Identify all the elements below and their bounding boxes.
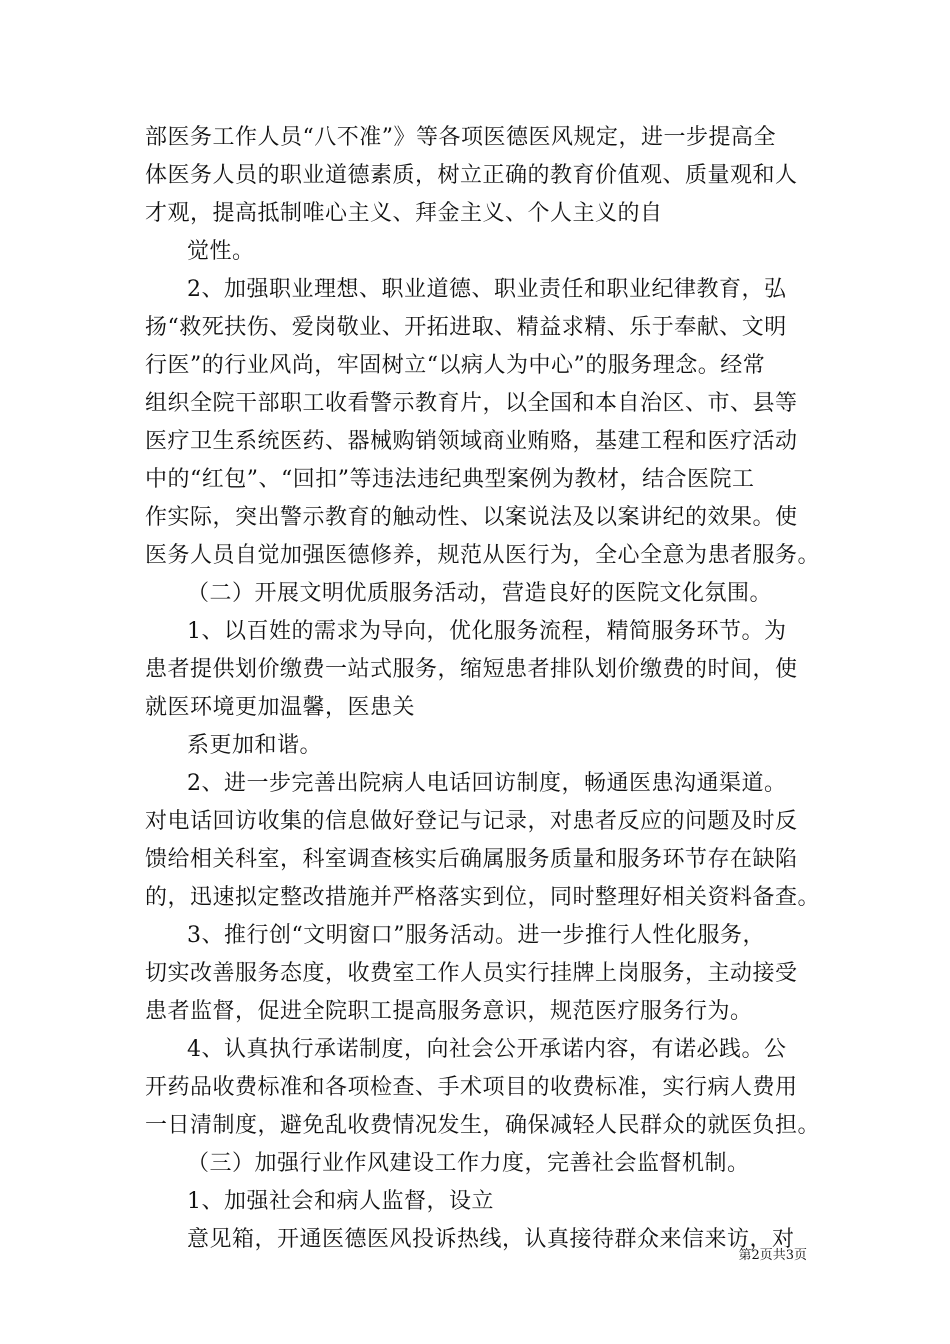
text-line: 患者监督，促进全院职工提高服务意识，规范医疗服务行为。 xyxy=(145,999,753,1024)
text-line: 对电话回访收集的信息做好登记与记录，对患者反应的问题及时反 xyxy=(145,809,798,834)
section-heading: （三）加强行业作风建设工作力度，完善社会监督机制。 xyxy=(187,1151,750,1176)
text-line: 切实改善服务态度，收费室工作人员实行挂牌上岗服务，主动接受 xyxy=(145,961,798,986)
text-line: 患者提供划价缴费一站式服务，缩短患者排队划价缴费的时间，使 xyxy=(145,657,798,682)
text-line: 扬“救死扶伤、爱岗敬业、开拓进取、精益求精、乐于奉献、文明 xyxy=(145,315,787,340)
text-line: 医疗卫生系统医药、器械购销领域商业贿赂，基建工程和医疗活动 xyxy=(145,429,798,454)
text-line: 就医环境更加温馨，医患关 xyxy=(145,695,416,720)
text-line: 1、加强社会和病人监督，设立 xyxy=(187,1189,494,1214)
text-line: 2、加强职业理想、职业道德、职业责任和职业纪律教育，弘 xyxy=(187,277,787,302)
text-line: 2、进一步完善出院病人电话回访制度，畅通医患沟通渠道。 xyxy=(187,771,787,796)
text-line: 作实际，突出警示教育的触动性、以案说法及以案讲纪的效果。使 xyxy=(145,505,798,530)
text-line: 行医”的行业风尚，牢固树立“以病人为中心”的服务理念。经常 xyxy=(145,353,766,378)
text-line: 开药品收费标准和各项检查、手术项目的收费标准，实行病人费用 xyxy=(145,1075,798,1100)
text-line: 组织全院干部职工收看警示教育片，以全国和本自治区、市、县等 xyxy=(145,391,798,416)
text-line: 中的“红包”、“回扣”等违法违纪典型案例为教材，结合医院工 xyxy=(145,467,755,492)
text-line: 医务人员自觉加强医德修养，规范从医行为，全心全意为患者服务。 xyxy=(145,543,821,568)
text-line: 部医务工作人员“八不准”》等各项医德医风规定，进一步提高全 xyxy=(145,125,776,150)
section-heading: （二）开展文明优质服务活动，营造良好的医院文化氛围。 xyxy=(187,581,773,606)
text-line: 1、以百姓的需求为导向，优化服务流程，精简服务环节。为 xyxy=(187,619,787,644)
page-number: 第2页共3页 xyxy=(738,1248,807,1263)
text-line: 的，迅速拟定整改措施并严格落实到位，同时整理好相关资料备查。 xyxy=(145,885,821,910)
text-line: 系更加和谐。 xyxy=(187,733,323,758)
text-line: 4、认真执行承诺制度，向社会公开承诺内容，有诺必践。公 xyxy=(187,1037,787,1062)
text-line: 意见箱，开通医德医风投诉热线，认真接待群众来信来访，对 xyxy=(187,1227,795,1252)
text-line: 觉性。 xyxy=(187,239,255,264)
text-line: 才观，提高抵制唯心主义、拜金主义、个人主义的自 xyxy=(145,201,663,226)
text-line: 馈给相关科室，科室调查核实后确属服务质量和服务环节存在缺陷 xyxy=(145,847,798,872)
text-line: 体医务人员的职业道德素质，树立正确的教育价值观、质量观和人 xyxy=(145,163,798,188)
text-line: 一日清制度，避免乱收费情况发生，确保减轻人民群众的就医负担。 xyxy=(145,1113,821,1138)
text-line: 3、推行创“文明窗口”服务活动。进一步推行人性化服务， xyxy=(187,923,765,948)
